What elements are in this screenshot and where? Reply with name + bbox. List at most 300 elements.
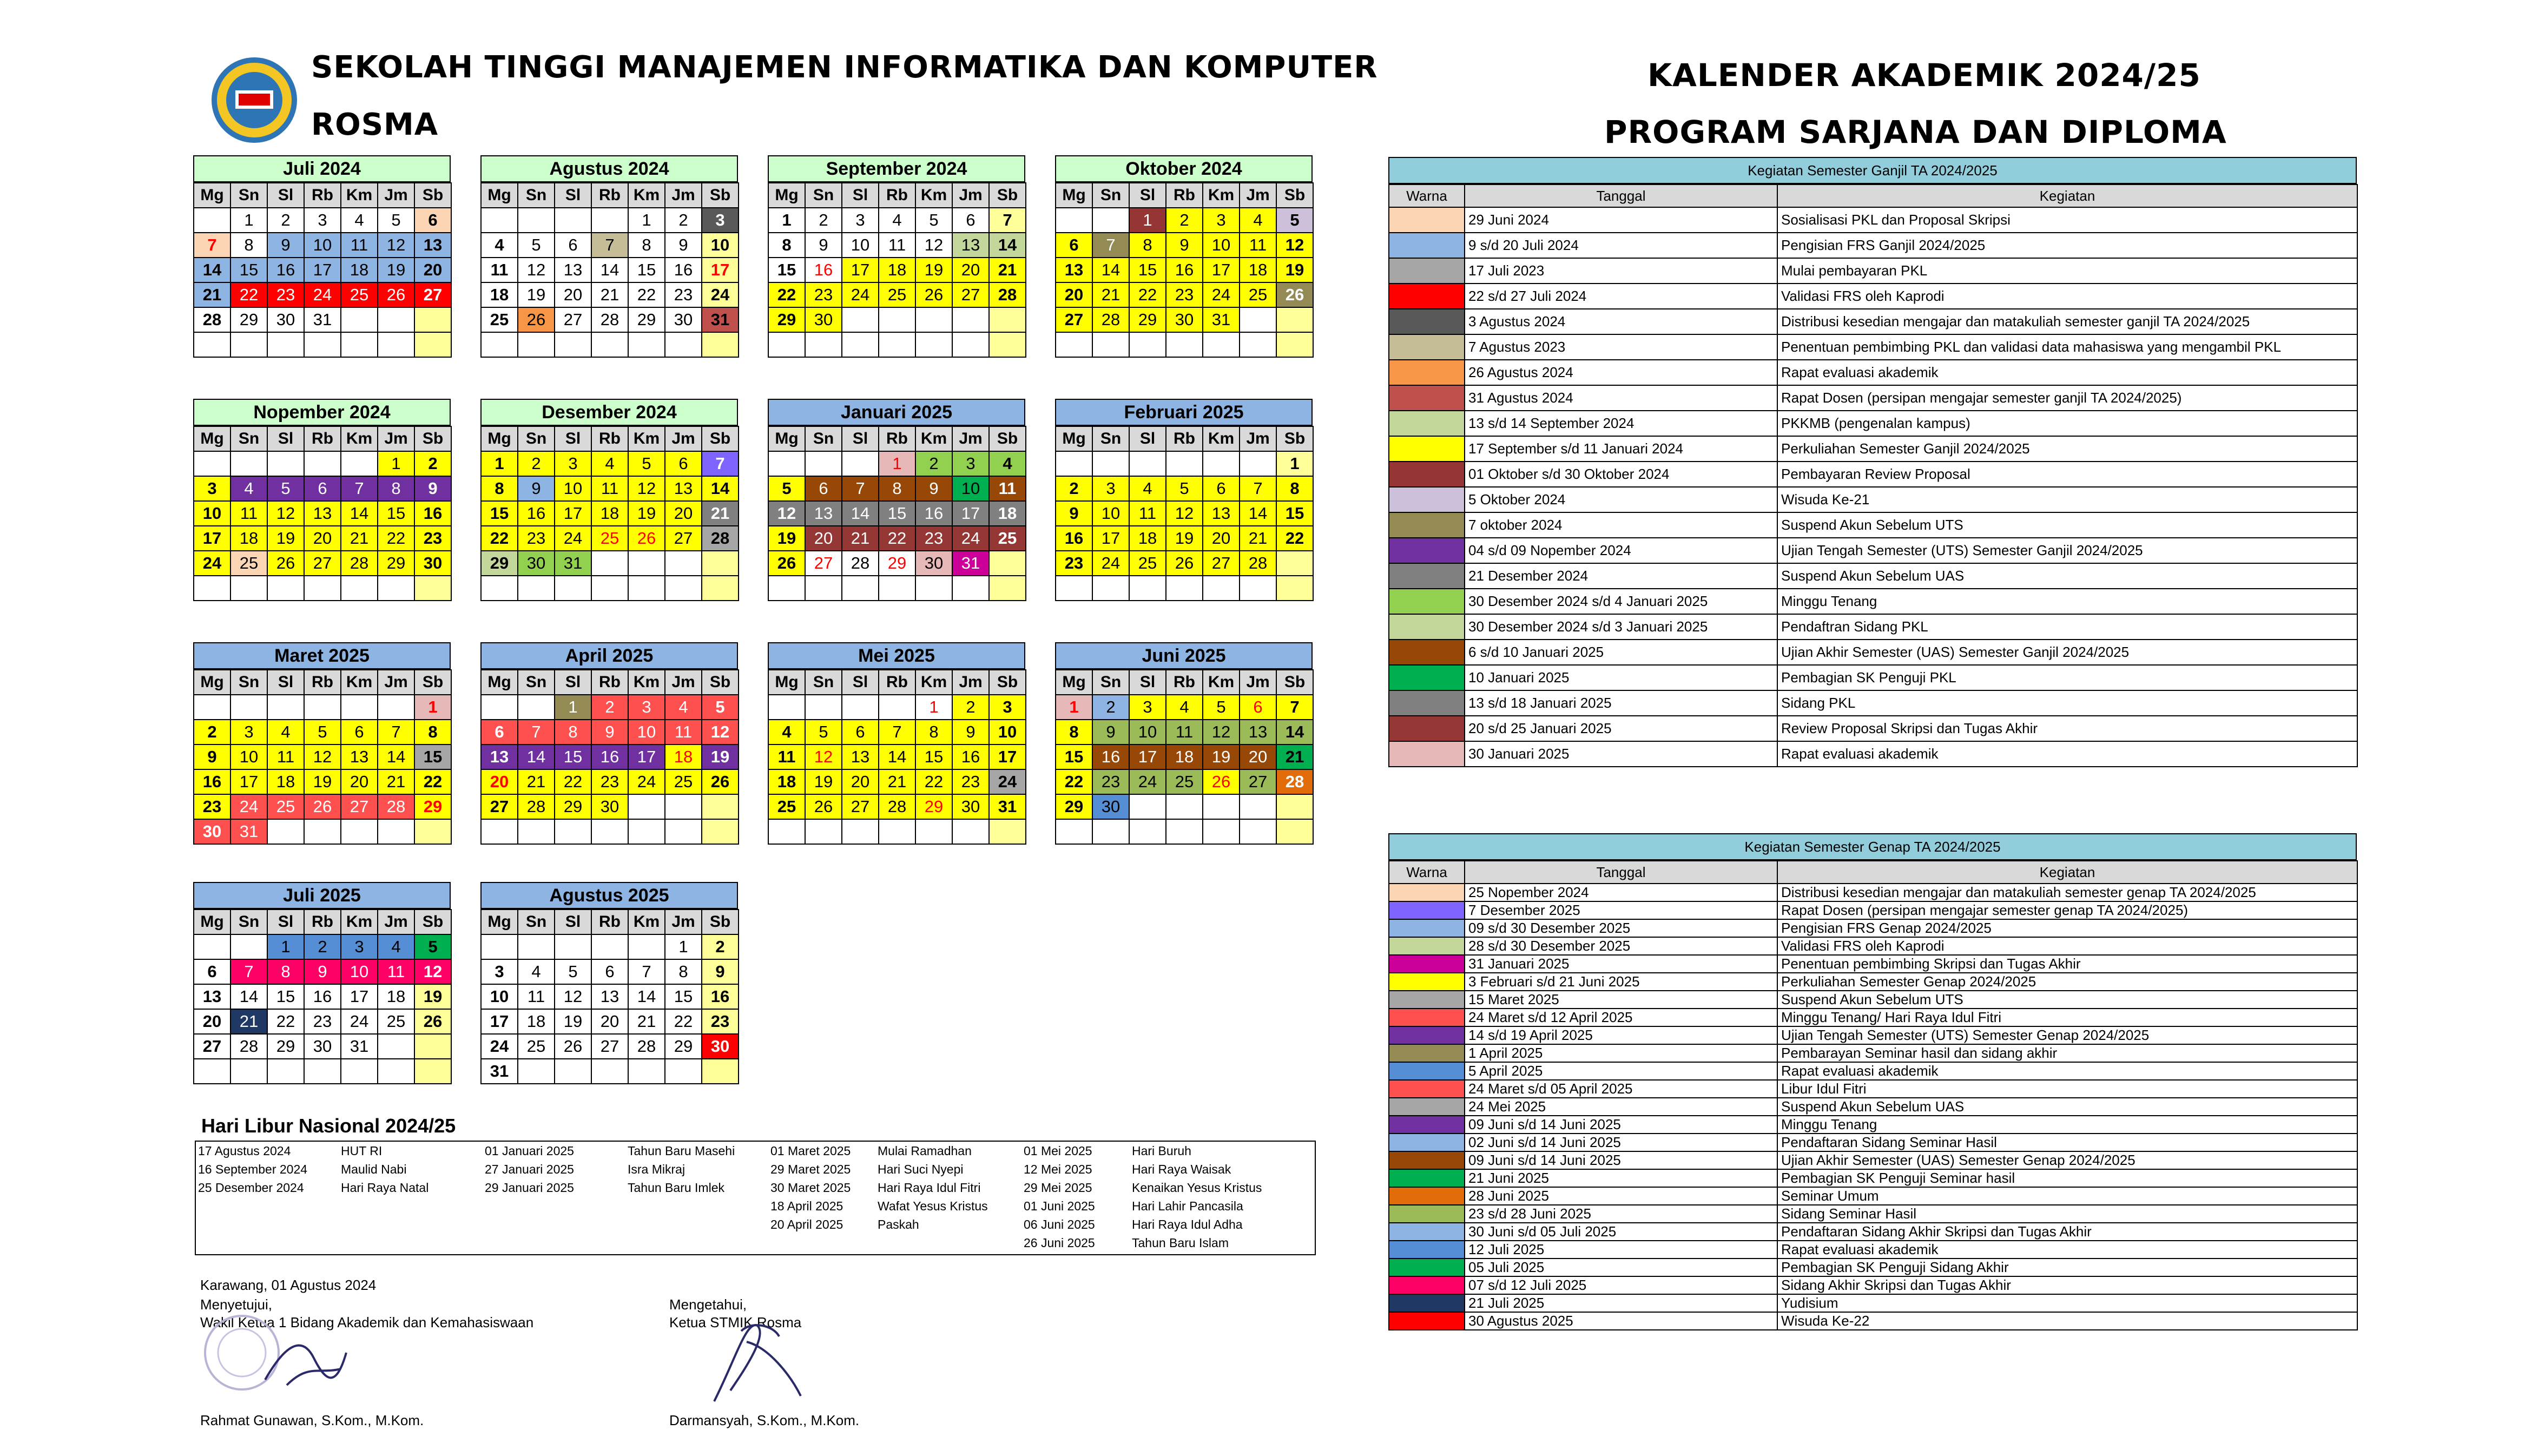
holiday-date: 12 Mei 2025 <box>1024 1162 1092 1176</box>
day-cell: 22 <box>665 1009 702 1034</box>
legend-date: 05 Juli 2025 <box>1465 1259 1777 1276</box>
legend-date: 21 Juli 2025 <box>1465 1294 1777 1312</box>
color-swatch <box>1389 1080 1465 1098</box>
day-cell: 13 <box>194 984 230 1009</box>
holiday-name: Hari Raya Natal <box>341 1181 429 1195</box>
day-cell: 18 <box>989 501 1026 526</box>
day-cell <box>230 934 267 959</box>
day-name: Rb <box>879 670 915 695</box>
day-cell: 31 <box>304 307 341 332</box>
day-cell: 10 <box>230 745 267 769</box>
day-cell: 13 <box>952 233 989 258</box>
legend-activity: Pembarayan Seminar hasil dan sidang akhir <box>1777 1044 2357 1062</box>
day-cell <box>842 307 879 332</box>
legend-activity: Suspend Akun Sebelum UAS <box>1777 1098 2357 1116</box>
day-name: Jm <box>378 670 414 695</box>
legend-activity: Suspend Akun Sebelum UAS <box>1777 563 2357 589</box>
day-cell: 5 <box>915 208 952 233</box>
day-cell: 5 <box>702 695 739 720</box>
legend-row <box>1389 665 2357 690</box>
legend-activity: Distribusi kesedian mengajar dan matakuliah semester ganjil TA 2024/2025 <box>1777 309 2357 334</box>
day-name: Jm <box>952 426 989 451</box>
day-cell: 6 <box>952 208 989 233</box>
day-cell <box>665 551 702 576</box>
holiday-name: Hari Raya Idul Adha <box>1132 1217 1243 1231</box>
holiday-date: 16 September 2024 <box>198 1162 308 1176</box>
day-cell <box>230 1059 267 1084</box>
day-cell: 27 <box>805 551 842 576</box>
day-cell: 19 <box>1166 526 1203 551</box>
month-title: Februari 2025 <box>1055 399 1313 426</box>
legend-date: 10 Januari 2025 <box>1465 665 1777 690</box>
day-cell: 9 <box>414 476 451 501</box>
day-cell: 7 <box>1240 476 1276 501</box>
day-cell: 13 <box>341 745 378 769</box>
day-cell <box>591 576 628 601</box>
day-cell: 28 <box>341 551 378 576</box>
legend-activity: Yudisium <box>1777 1294 2357 1312</box>
color-swatch <box>1389 1241 1465 1259</box>
day-cell: 20 <box>1203 526 1240 551</box>
day-cell: 12 <box>702 720 739 745</box>
day-cell <box>378 1059 414 1084</box>
day-cell: 9 <box>518 476 555 501</box>
legend-date: 30 Desember 2024 s/d 3 Januari 2025 <box>1465 614 1777 640</box>
day-cell: 4 <box>591 451 628 476</box>
day-cell: 31 <box>555 551 591 576</box>
month-calendar <box>1055 155 1313 358</box>
day-cell: 22 <box>915 769 952 794</box>
legend-date: 5 April 2025 <box>1465 1062 1777 1080</box>
legend-header-warna: Warna <box>1389 861 1465 884</box>
day-cell: 2 <box>915 451 952 476</box>
day-cell <box>304 451 341 476</box>
day-name: Jm <box>378 183 414 208</box>
day-cell: 26 <box>1276 282 1313 307</box>
day-cell <box>1092 332 1129 357</box>
legend-activity: Rapat Dosen (persipan mengajar semester ganjil TA 2024/2025) <box>1777 385 2357 411</box>
day-cell: 30 <box>414 551 451 576</box>
legend-row <box>1389 1169 2357 1187</box>
legend-activity: Wisuda Ke-22 <box>1777 1312 2357 1330</box>
day-cell: 24 <box>952 526 989 551</box>
day-cell: 31 <box>481 1059 518 1084</box>
day-cell <box>230 332 267 357</box>
day-name: Km <box>341 426 378 451</box>
legend-activity: Suspend Akun Sebelum UTS <box>1777 512 2357 538</box>
color-swatch <box>1389 919 1465 937</box>
day-cell <box>768 695 805 720</box>
day-name: Km <box>628 910 665 934</box>
day-cell: 28 <box>628 1034 665 1059</box>
place-date: Karawang, 01 Agustus 2024 <box>200 1277 377 1293</box>
day-cell <box>518 819 555 844</box>
day-cell <box>481 332 518 357</box>
day-cell: 24 <box>628 769 665 794</box>
day-cell <box>591 819 628 844</box>
day-cell: 25 <box>341 282 378 307</box>
holiday-name: Paskah <box>878 1217 919 1231</box>
legend-date: 24 Maret s/d 05 April 2025 <box>1465 1080 1777 1098</box>
day-name: Sb <box>702 183 739 208</box>
day-name: Rb <box>591 670 628 695</box>
day-name: Sl <box>1129 670 1166 695</box>
legend-row <box>1389 1044 2357 1062</box>
day-cell: 3 <box>555 451 591 476</box>
day-cell: 23 <box>267 282 304 307</box>
day-cell <box>1056 451 1092 476</box>
day-cell: 9 <box>702 959 739 984</box>
day-cell <box>1240 307 1276 332</box>
day-name: Sb <box>414 910 451 934</box>
day-cell <box>1203 576 1240 601</box>
holiday-date: 18 April 2025 <box>770 1199 843 1213</box>
day-cell: 1 <box>481 451 518 476</box>
day-cell: 20 <box>555 282 591 307</box>
day-name: Jm <box>1240 670 1276 695</box>
legend-date: 7 Agustus 2023 <box>1465 334 1777 360</box>
day-cell: 1 <box>915 695 952 720</box>
day-cell <box>555 1059 591 1084</box>
day-cell <box>768 451 805 476</box>
day-cell: 28 <box>230 1034 267 1059</box>
day-cell: 17 <box>952 501 989 526</box>
month-calendar <box>768 155 1025 358</box>
legend-row <box>1389 919 2357 937</box>
day-cell: 2 <box>1056 476 1092 501</box>
day-cell: 14 <box>1276 720 1313 745</box>
legend-row <box>1389 1223 2357 1241</box>
legend-activity: Ujian Tengah Semester (UTS) Semester Ganjil 2024/2025 <box>1777 538 2357 563</box>
day-name: Mg <box>194 910 230 934</box>
legend-activity: PKKMB (pengenalan kampus) <box>1777 411 2357 436</box>
color-swatch <box>1389 690 1465 716</box>
day-cell <box>879 576 915 601</box>
legend-activity: Minggu Tenang <box>1777 589 2357 614</box>
legend-date: 13 s/d 18 Januari 2025 <box>1465 690 1777 716</box>
day-cell: 7 <box>1276 695 1313 720</box>
legend-activity: Penentuan pembimbing Skripsi dan Tugas Akhir <box>1777 955 2357 973</box>
legend-date: 24 Maret s/d 12 April 2025 <box>1465 1009 1777 1026</box>
day-cell: 30 <box>194 819 230 844</box>
day-cell: 3 <box>341 934 378 959</box>
day-cell: 10 <box>194 501 230 526</box>
day-cell: 8 <box>1056 720 1092 745</box>
day-cell: 4 <box>1129 476 1166 501</box>
legend-date: 30 Desember 2024 s/d 4 Januari 2025 <box>1465 589 1777 614</box>
day-cell: 21 <box>702 501 739 526</box>
day-cell: 3 <box>1092 476 1129 501</box>
day-cell: 7 <box>591 233 628 258</box>
holiday-name: Wafat Yesus Kristus <box>878 1199 988 1213</box>
day-cell: 4 <box>378 934 414 959</box>
legend-date: 20 s/d 25 Januari 2025 <box>1465 716 1777 741</box>
day-cell: 10 <box>842 233 879 258</box>
day-cell <box>194 934 230 959</box>
day-cell: 30 <box>1166 307 1203 332</box>
day-cell: 29 <box>267 1034 304 1059</box>
day-cell: 11 <box>665 720 702 745</box>
day-name: Jm <box>378 910 414 934</box>
day-cell <box>915 307 952 332</box>
day-cell <box>952 307 989 332</box>
legend-row <box>1389 284 2357 309</box>
day-cell: 15 <box>414 745 451 769</box>
day-cell: 19 <box>915 258 952 282</box>
day-cell: 24 <box>989 769 1026 794</box>
day-cell: 10 <box>702 233 739 258</box>
day-cell: 12 <box>628 476 665 501</box>
legend-row <box>1389 1098 2357 1116</box>
day-cell: 3 <box>194 476 230 501</box>
color-swatch <box>1389 1026 1465 1044</box>
calendar-title: KALENDER AKADEMIK 2024/25 <box>1647 57 2201 94</box>
holidays-box <box>195 1141 1316 1255</box>
day-cell: 22 <box>378 526 414 551</box>
day-cell: 20 <box>1056 282 1092 307</box>
day-cell: 11 <box>518 984 555 1009</box>
day-cell: 13 <box>1056 258 1092 282</box>
day-name: Mg <box>481 183 518 208</box>
day-cell <box>267 695 304 720</box>
day-cell: 11 <box>267 745 304 769</box>
day-cell: 3 <box>1129 695 1166 720</box>
day-cell: 6 <box>194 959 230 984</box>
day-cell: 16 <box>304 984 341 1009</box>
day-cell <box>378 1034 414 1059</box>
day-cell: 29 <box>481 551 518 576</box>
day-cell: 10 <box>481 984 518 1009</box>
day-cell: 24 <box>555 526 591 551</box>
color-swatch <box>1389 955 1465 973</box>
day-cell: 23 <box>591 769 628 794</box>
day-cell: 27 <box>665 526 702 551</box>
day-name: Jm <box>1240 183 1276 208</box>
legend-activity: Sidang Akhir Skripsi dan Tugas Akhir <box>1777 1276 2357 1294</box>
day-cell: 11 <box>230 501 267 526</box>
day-cell <box>555 934 591 959</box>
day-cell: 20 <box>665 501 702 526</box>
day-cell: 8 <box>665 959 702 984</box>
holiday-date: 06 Juni 2025 <box>1024 1217 1095 1231</box>
day-cell: 2 <box>267 208 304 233</box>
day-name: Sb <box>414 670 451 695</box>
day-cell <box>518 1059 555 1084</box>
holiday-name: HUT RI <box>341 1144 383 1158</box>
day-name: Km <box>1203 426 1240 451</box>
day-cell: 9 <box>915 476 952 501</box>
day-cell <box>1240 794 1276 819</box>
legend-date: 17 September s/d 11 Januari 2024 <box>1465 436 1777 462</box>
day-cell <box>267 332 304 357</box>
day-cell: 1 <box>665 934 702 959</box>
day-cell: 7 <box>341 476 378 501</box>
day-cell: 17 <box>304 258 341 282</box>
day-cell <box>1240 576 1276 601</box>
day-cell: 21 <box>591 282 628 307</box>
legend-activity: Mulai pembayaran PKL <box>1777 258 2357 284</box>
day-cell: 17 <box>230 769 267 794</box>
day-cell: 3 <box>1203 208 1240 233</box>
day-cell: 9 <box>1092 720 1129 745</box>
holiday-date: 27 Januari 2025 <box>485 1162 574 1176</box>
legend-row <box>1389 1241 2357 1259</box>
day-name: Sl <box>555 670 591 695</box>
day-cell: 20 <box>481 769 518 794</box>
day-name: Mg <box>1056 670 1092 695</box>
color-swatch <box>1389 937 1465 955</box>
day-cell: 1 <box>1129 208 1166 233</box>
day-cell <box>1129 576 1166 601</box>
day-name: Sb <box>414 426 451 451</box>
day-cell: 19 <box>414 984 451 1009</box>
day-cell <box>628 794 665 819</box>
day-cell: 8 <box>378 476 414 501</box>
day-cell: 5 <box>304 720 341 745</box>
color-swatch <box>1389 614 1465 640</box>
day-cell: 23 <box>702 1009 739 1034</box>
day-cell <box>378 576 414 601</box>
day-cell: 21 <box>378 769 414 794</box>
day-cell: 2 <box>702 934 739 959</box>
color-swatch <box>1389 334 1465 360</box>
color-swatch <box>1389 640 1465 665</box>
month-calendar <box>768 399 1025 601</box>
day-name: Sn <box>1092 183 1129 208</box>
color-swatch <box>1389 1169 1465 1187</box>
day-cell: 31 <box>1203 307 1240 332</box>
day-cell: 3 <box>481 959 518 984</box>
day-cell: 23 <box>1056 551 1092 576</box>
day-cell: 4 <box>879 208 915 233</box>
legend-activity: Validasi FRS oleh Kaprodi <box>1777 937 2357 955</box>
day-name: Sn <box>1092 426 1129 451</box>
legend-activity: Rapat evaluasi akademik <box>1777 1241 2357 1259</box>
approver-title: Wakil Ketua 1 Bidang Akademik dan Kemahasiswaan <box>200 1314 534 1330</box>
day-cell: 19 <box>1276 258 1313 282</box>
day-cell: 26 <box>768 551 805 576</box>
day-cell: 16 <box>952 745 989 769</box>
day-cell: 18 <box>1240 258 1276 282</box>
day-cell: 28 <box>989 282 1026 307</box>
day-cell: 20 <box>341 769 378 794</box>
day-name: Rb <box>304 670 341 695</box>
day-cell: 24 <box>230 794 267 819</box>
day-cell <box>1056 208 1092 233</box>
day-cell <box>304 1059 341 1084</box>
day-cell: 30 <box>665 307 702 332</box>
day-cell: 18 <box>341 258 378 282</box>
color-swatch <box>1389 973 1465 991</box>
day-cell: 30 <box>267 307 304 332</box>
day-cell: 8 <box>1276 476 1313 501</box>
day-cell: 23 <box>518 526 555 551</box>
day-cell <box>1056 332 1092 357</box>
day-name: Rb <box>1166 670 1203 695</box>
day-cell: 3 <box>702 208 739 233</box>
day-cell: 2 <box>194 720 230 745</box>
month-calendar <box>193 882 451 1084</box>
day-name: Sl <box>555 426 591 451</box>
day-cell: 23 <box>805 282 842 307</box>
day-cell: 29 <box>555 794 591 819</box>
day-cell: 21 <box>1240 526 1276 551</box>
day-cell: 18 <box>1166 745 1203 769</box>
legend-activity: Pendaftaran Sidang Akhir Skripsi dan Tugas Akhir <box>1777 1223 2357 1241</box>
day-cell <box>1240 451 1276 476</box>
legend-row <box>1389 563 2357 589</box>
holiday-date: 01 Januari 2025 <box>485 1144 574 1158</box>
day-cell: 22 <box>628 282 665 307</box>
day-cell: 4 <box>267 720 304 745</box>
day-cell: 29 <box>879 551 915 576</box>
day-name: Sl <box>267 910 304 934</box>
day-name: Sb <box>414 183 451 208</box>
day-cell <box>989 576 1026 601</box>
day-name: Rb <box>879 183 915 208</box>
legend-activity: Perkuliahan Semester Ganjil 2024/2025 <box>1777 436 2357 462</box>
day-cell: 9 <box>1166 233 1203 258</box>
day-cell: 14 <box>378 745 414 769</box>
day-cell: 22 <box>481 526 518 551</box>
day-cell: 22 <box>414 769 451 794</box>
day-cell: 1 <box>879 451 915 476</box>
holiday-name: Mulai Ramadhan <box>878 1144 972 1158</box>
day-cell: 23 <box>414 526 451 551</box>
day-cell: 7 <box>628 959 665 984</box>
day-cell <box>304 332 341 357</box>
day-cell: 29 <box>378 551 414 576</box>
day-cell: 6 <box>665 451 702 476</box>
legend-row <box>1389 1080 2357 1098</box>
legend-row <box>1389 207 2357 233</box>
approver-name: Rahmat Gunawan, S.Kom., M.Kom. <box>200 1412 424 1428</box>
day-name: Sb <box>989 670 1026 695</box>
day-cell: 13 <box>304 501 341 526</box>
day-cell: 13 <box>481 745 518 769</box>
day-cell <box>591 208 628 233</box>
day-cell: 18 <box>378 984 414 1009</box>
day-cell: 5 <box>628 451 665 476</box>
day-cell: 6 <box>1056 233 1092 258</box>
day-name: Sn <box>230 670 267 695</box>
day-cell: 14 <box>1092 258 1129 282</box>
day-cell <box>665 819 702 844</box>
day-cell: 13 <box>805 501 842 526</box>
day-name: Km <box>628 426 665 451</box>
day-cell: 25 <box>518 1034 555 1059</box>
day-name: Mg <box>194 426 230 451</box>
day-cell <box>879 819 915 844</box>
holiday-date: 01 Mei 2025 <box>1024 1144 1092 1158</box>
day-cell: 20 <box>952 258 989 282</box>
day-cell <box>591 1059 628 1084</box>
day-name: Mg <box>768 183 805 208</box>
day-cell: 15 <box>230 258 267 282</box>
day-cell <box>304 576 341 601</box>
color-swatch <box>1389 1009 1465 1026</box>
day-cell: 4 <box>989 451 1026 476</box>
day-cell <box>194 695 230 720</box>
legend-activity: Rapat Dosen (persipan mengajar semester genap TA 2024/2025) <box>1777 901 2357 919</box>
color-swatch <box>1389 1187 1465 1205</box>
legend-date: 13 s/d 14 September 2024 <box>1465 411 1777 436</box>
day-cell: 23 <box>194 794 230 819</box>
legend-date: 26 Agustus 2024 <box>1465 360 1777 385</box>
day-name: Km <box>1203 183 1240 208</box>
day-cell: 9 <box>665 233 702 258</box>
legend-ganjil-title: Kegiatan Semester Ganjil TA 2024/2025 <box>1388 157 2357 184</box>
